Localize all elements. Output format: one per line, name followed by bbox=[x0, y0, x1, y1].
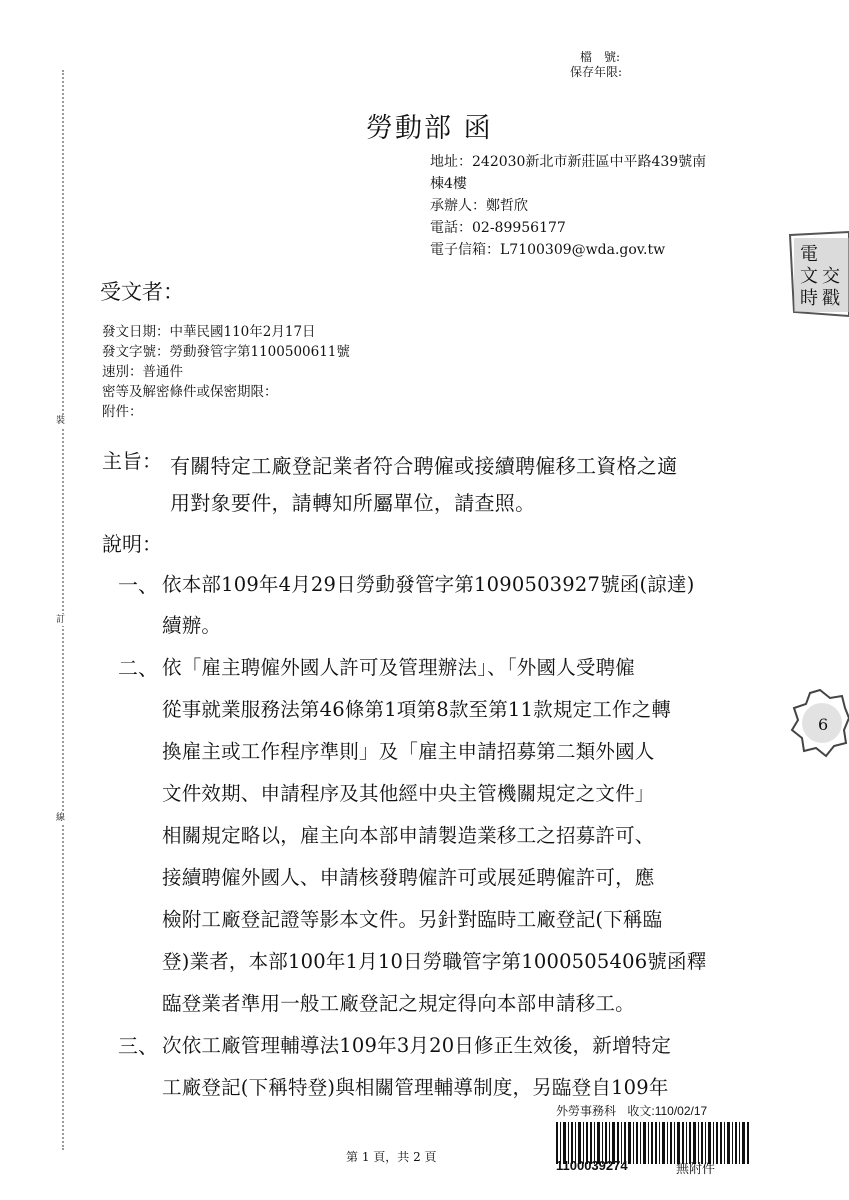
receipt-number: 1100039274 bbox=[556, 1158, 628, 1173]
recipient-label: 受文者： bbox=[100, 280, 184, 304]
attachment-label: 附件： bbox=[102, 404, 143, 420]
address-line-2: 棟4樓 bbox=[430, 176, 467, 192]
file-number-label: 檔 號: bbox=[580, 50, 621, 64]
item-line: 臨登業者準用一般工廠登記之規定得向本部申請移工。 bbox=[162, 992, 635, 1015]
electronic-document-seal-icon bbox=[780, 230, 849, 320]
secrecy-level: 密等及解密條件或保密期限： bbox=[102, 384, 278, 400]
item-line: 從事就業服務法第46條第1項第8款至第11款規定工作之轉 bbox=[162, 698, 672, 721]
binding-mark-ding: 訂 bbox=[56, 615, 66, 625]
speed-class: 速別：普通件 bbox=[102, 364, 183, 380]
svg-text:交: 交 bbox=[822, 266, 840, 287]
item-line: 檢附工廠登記證等影本文件。另針對臨時工廠登記(下稱臨 bbox=[162, 908, 663, 931]
issue-date: 發文日期：中華民國110年2月17日 bbox=[102, 324, 316, 340]
svg-text:文: 文 bbox=[800, 266, 818, 287]
item-line: 依本部109年4月29日勞動發管字第1090503927號函(諒達) bbox=[162, 573, 695, 596]
item-line: 依「雇主聘僱外國人許可及管理辦法」、「外國人受聘僱 bbox=[162, 656, 636, 679]
seal-number: 6 bbox=[818, 715, 829, 734]
receipt-attachment-note: 無附件 bbox=[676, 1161, 716, 1176]
item-line: 相關規定略以，雇主向本部申請製造業移工之招募許可、 bbox=[162, 824, 655, 847]
svg-text:戳: 戳 bbox=[822, 288, 840, 309]
item-line: 接續聘僱外國人、申請核發聘僱許可或展延聘僱許可，應 bbox=[162, 866, 655, 889]
item-number: 三、 bbox=[118, 1034, 158, 1058]
item-line: 換雇主或工作程序準則」及「雇主申請招募第二類外國人 bbox=[162, 740, 655, 763]
contact-block bbox=[430, 151, 770, 261]
receipt-date: 收文:110/02/17 bbox=[627, 1104, 708, 1118]
subject-label: 主旨： bbox=[102, 449, 162, 473]
handler: 承辦人：鄭哲欣 bbox=[430, 198, 528, 214]
phone: 電話：02-89956177 bbox=[430, 220, 566, 236]
item-line: 工廠登記(下稱特登)與相關管理輔導制度，另臨登自109年 bbox=[162, 1076, 669, 1099]
document-meta bbox=[102, 322, 350, 422]
svg-text:時: 時 bbox=[800, 288, 818, 309]
item-number: 一、 bbox=[118, 573, 158, 597]
item-line: 文件效期、申請程序及其他經中央主管機關規定之文件」 bbox=[162, 782, 655, 805]
binding-mark-zhuang: 裝 bbox=[56, 416, 66, 426]
page-seal-icon bbox=[790, 688, 849, 758]
document-number: 發文字號：勞動發管字第1100500611號 bbox=[102, 344, 350, 360]
subject-line-2: 用對象要件，請轉知所屬單位，請查照。 bbox=[170, 491, 536, 515]
item-number: 二、 bbox=[118, 656, 158, 680]
binding-margin-line bbox=[62, 70, 64, 1150]
receipt-department: 外勞事務科 bbox=[556, 1104, 617, 1118]
address-line-1: 地址：242030新北市新莊區中平路439號南 bbox=[430, 154, 707, 170]
item-line: 次依工廠管理輔導法109年3月20日修正生效後，新增特定 bbox=[162, 1034, 672, 1057]
file-number-block bbox=[570, 50, 622, 80]
subject-line-1: 有關特定工廠登記業者符合聘僱或接續聘僱移工資格之適 bbox=[170, 454, 678, 478]
binding-mark-xian: 線 bbox=[56, 813, 66, 823]
svg-text:電: 電 bbox=[800, 244, 818, 265]
item-line: 登)業者，本部100年1月10日勞職管字第1000505406號函釋 bbox=[162, 950, 707, 973]
agency-title: 勞動部 函 bbox=[366, 113, 493, 144]
explanation-label: 說明： bbox=[102, 532, 162, 556]
retention-label: 保存年限: bbox=[570, 65, 623, 79]
email: 電子信箱：L7100309@wda.gov.tw bbox=[430, 242, 666, 258]
page-number: 第 1 頁，共 2 頁 bbox=[346, 1150, 437, 1164]
item-line: 續辦。 bbox=[162, 614, 222, 637]
